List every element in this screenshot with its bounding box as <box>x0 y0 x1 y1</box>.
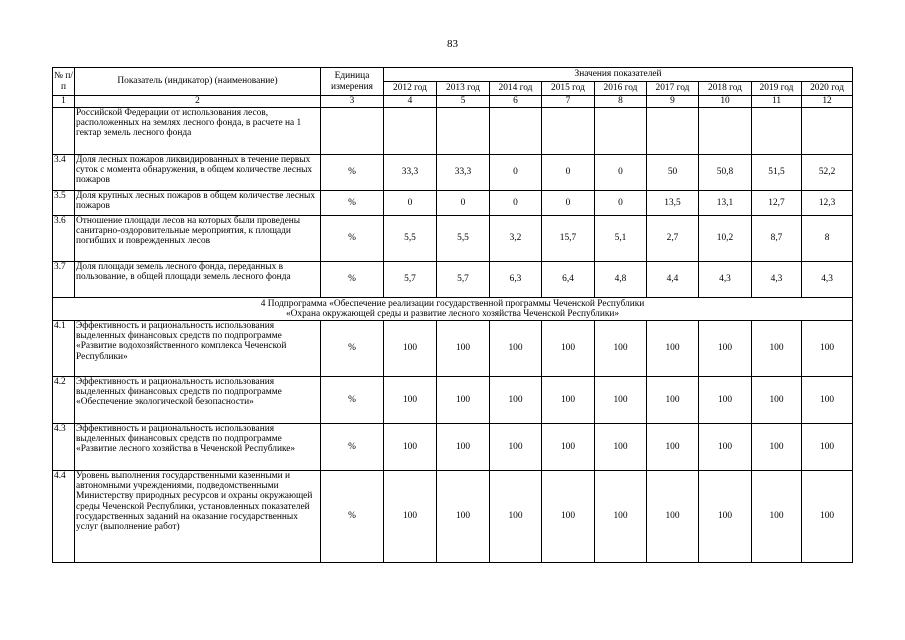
table-row <box>53 216 853 262</box>
column-index: 9 <box>647 96 699 108</box>
column-index-row <box>53 96 853 108</box>
section-header <box>53 298 853 321</box>
value-cell: 100 <box>752 321 802 377</box>
value-cell: 100 <box>542 471 595 563</box>
header-year: 2014 год <box>490 82 542 96</box>
value-cell: 100 <box>699 471 752 563</box>
row-number: 4.4 <box>53 471 75 563</box>
indicator-name: Эффективность и рациональность использования выделенных финансовых средств по подпрограмме «Развитие водохозяйственного комплекса Чеченской Республики» <box>75 321 321 377</box>
indicator-name: Доля площади земель лесного фонда, переданных в пользование, в общей площади земель лесного фонда <box>75 262 321 298</box>
value-cell: 5,7 <box>384 262 437 298</box>
value-cell: 100 <box>802 377 853 424</box>
value-cell: 0 <box>542 155 595 191</box>
value-cell: 10,2 <box>699 216 752 262</box>
value-cell: 5,1 <box>595 216 647 262</box>
header-year: 2012 год <box>384 82 437 96</box>
header-year: 2017 год <box>647 82 699 96</box>
section-title-line-1: 4 Подпрограмма «Обеспечение реализации государственной программы Чеченской Республики <box>260 298 645 309</box>
unit-cell: % <box>321 191 384 216</box>
value-cell: 100 <box>752 424 802 471</box>
row-number: 3.7 <box>53 262 75 298</box>
unit-cell: % <box>321 471 384 563</box>
value-cell: 100 <box>542 424 595 471</box>
header-num: № п/п <box>53 68 75 96</box>
column-index: 12 <box>802 96 853 108</box>
unit-cell: % <box>321 424 384 471</box>
value-cell: 100 <box>699 321 752 377</box>
value-cell <box>595 108 647 155</box>
value-cell: 50 <box>647 155 699 191</box>
value-cell: 100 <box>802 424 853 471</box>
indicator-name: Доля крупных лесных пожаров в общем количестве лесных пожаров <box>75 191 321 216</box>
value-cell: 100 <box>490 471 542 563</box>
value-cell <box>437 108 490 155</box>
value-cell: 50,8 <box>699 155 752 191</box>
value-cell: 100 <box>384 377 437 424</box>
row-number <box>53 108 75 155</box>
indicator-name: Отношение площади лесов на которых были проведены санитарно-оздоровительные мероприятия, к площади погибших и поврежденных лесов <box>75 216 321 262</box>
header-year: 2018 год <box>699 82 752 96</box>
value-cell: 8,7 <box>752 216 802 262</box>
value-cell: 33,3 <box>384 155 437 191</box>
column-index: 5 <box>437 96 490 108</box>
value-cell: 8 <box>802 216 853 262</box>
value-cell <box>490 108 542 155</box>
indicator-name: Российской Федерации от использования лесов, расположенных на землях лесного фонда, в расчете на 1 гектар земель лесного фонда <box>75 108 321 155</box>
column-index: 2 <box>75 96 321 108</box>
table-row <box>53 377 853 424</box>
value-cell <box>802 108 853 155</box>
value-cell: 5,5 <box>384 216 437 262</box>
column-index: 4 <box>384 96 437 108</box>
value-cell: 100 <box>437 424 490 471</box>
value-cell: 51,5 <box>752 155 802 191</box>
value-cell: 100 <box>490 424 542 471</box>
value-cell: 100 <box>437 321 490 377</box>
section-header-row <box>53 298 853 321</box>
header-values: Значения показателей <box>384 68 853 82</box>
value-cell: 4,3 <box>802 262 853 298</box>
value-cell <box>752 108 802 155</box>
indicators-table <box>52 67 853 563</box>
value-cell: 0 <box>595 191 647 216</box>
table-row <box>53 191 853 216</box>
value-cell: 5,7 <box>437 262 490 298</box>
value-cell: 100 <box>490 321 542 377</box>
header-year: 2019 год <box>752 82 802 96</box>
value-cell: 4,4 <box>647 262 699 298</box>
value-cell: 100 <box>595 424 647 471</box>
header-year: 2020 год <box>802 82 853 96</box>
value-cell: 100 <box>647 377 699 424</box>
value-cell: 12,3 <box>802 191 853 216</box>
header-year: 2015 год <box>542 82 595 96</box>
value-cell <box>699 108 752 155</box>
row-number: 4.3 <box>53 424 75 471</box>
value-cell: 52,2 <box>802 155 853 191</box>
unit-cell: % <box>321 155 384 191</box>
value-cell: 100 <box>384 424 437 471</box>
value-cell: 13,1 <box>699 191 752 216</box>
column-index: 11 <box>752 96 802 108</box>
value-cell: 100 <box>752 471 802 563</box>
value-cell: 100 <box>647 471 699 563</box>
value-cell: 4,8 <box>595 262 647 298</box>
unit-cell <box>321 108 384 155</box>
value-cell: 100 <box>490 377 542 424</box>
value-cell: 5,5 <box>437 216 490 262</box>
value-cell: 100 <box>752 377 802 424</box>
row-number: 3.5 <box>53 191 75 216</box>
value-cell: 100 <box>595 377 647 424</box>
value-cell: 100 <box>595 471 647 563</box>
unit-cell: % <box>321 262 384 298</box>
row-number: 4.1 <box>53 321 75 377</box>
value-cell: 100 <box>699 377 752 424</box>
value-cell: 100 <box>699 424 752 471</box>
value-cell: 100 <box>647 321 699 377</box>
table-row <box>53 262 853 298</box>
column-index: 8 <box>595 96 647 108</box>
value-cell: 0 <box>384 191 437 216</box>
unit-cell: % <box>321 377 384 424</box>
value-cell: 12,7 <box>752 191 802 216</box>
value-cell: 0 <box>490 155 542 191</box>
column-index: 6 <box>490 96 542 108</box>
header-unit: Единица измерения <box>321 68 384 96</box>
value-cell: 100 <box>542 377 595 424</box>
section-title-line-2: «Охрана окружающей среды и развитие лесного хозяйства Чеченской Республики» <box>285 309 620 319</box>
indicator-name: Уровень выполнения государственными казенными и автономными учреждениями, подведомственными Министерству природных ресурсов и охраны окружающей среды Чеченской Республики, установленных показателей государственных заданий на оказание государственных услуг (выполнение работ) <box>75 471 321 563</box>
table-row <box>53 108 853 155</box>
column-index: 1 <box>53 96 75 108</box>
value-cell: 0 <box>595 155 647 191</box>
table-row <box>53 321 853 377</box>
value-cell: 100 <box>595 321 647 377</box>
value-cell: 33,3 <box>437 155 490 191</box>
indicator-name: Эффективность и рациональность использования выделенных финансовых средств по подпрограмме «Развитие лесного хозяйства в Чеченской Республике» <box>75 424 321 471</box>
value-cell: 100 <box>384 321 437 377</box>
value-cell: 100 <box>437 471 490 563</box>
value-cell: 100 <box>542 321 595 377</box>
value-cell: 15,7 <box>542 216 595 262</box>
table-row <box>53 471 853 563</box>
value-cell: 3,2 <box>490 216 542 262</box>
unit-cell: % <box>321 216 384 262</box>
table-row <box>53 155 853 191</box>
table-row <box>53 424 853 471</box>
row-number: 4.2 <box>53 377 75 424</box>
column-index: 10 <box>699 96 752 108</box>
header-year: 2016 год <box>595 82 647 96</box>
value-cell <box>384 108 437 155</box>
value-cell: 2,7 <box>647 216 699 262</box>
value-cell: 100 <box>647 424 699 471</box>
row-number: 3.4 <box>53 155 75 191</box>
value-cell <box>647 108 699 155</box>
value-cell: 4,3 <box>699 262 752 298</box>
value-cell: 100 <box>802 471 853 563</box>
value-cell: 0 <box>490 191 542 216</box>
value-cell: 6,3 <box>490 262 542 298</box>
column-index: 3 <box>321 96 384 108</box>
value-cell: 13,5 <box>647 191 699 216</box>
value-cell: 6,4 <box>542 262 595 298</box>
column-index: 7 <box>542 96 595 108</box>
indicator-name: Эффективность и рациональность использования выделенных финансовых средств по подпрограмме «Обеспечение экологической безопасности» <box>75 377 321 424</box>
value-cell: 100 <box>437 377 490 424</box>
indicator-name: Доля лесных пожаров ликвидированных в течение первых суток с момента обнаружения, в общем количестве лесных пожаров <box>75 155 321 191</box>
unit-cell: % <box>321 321 384 377</box>
header-indicator-name: Показатель (индикатор) (наименование) <box>75 68 321 96</box>
row-number: 3.6 <box>53 216 75 262</box>
value-cell <box>542 108 595 155</box>
value-cell: 100 <box>802 321 853 377</box>
value-cell: 0 <box>542 191 595 216</box>
value-cell: 100 <box>384 471 437 563</box>
value-cell: 0 <box>437 191 490 216</box>
value-cell: 4,3 <box>752 262 802 298</box>
header-year: 2013 год <box>437 82 490 96</box>
page-number: 83 <box>447 38 458 50</box>
